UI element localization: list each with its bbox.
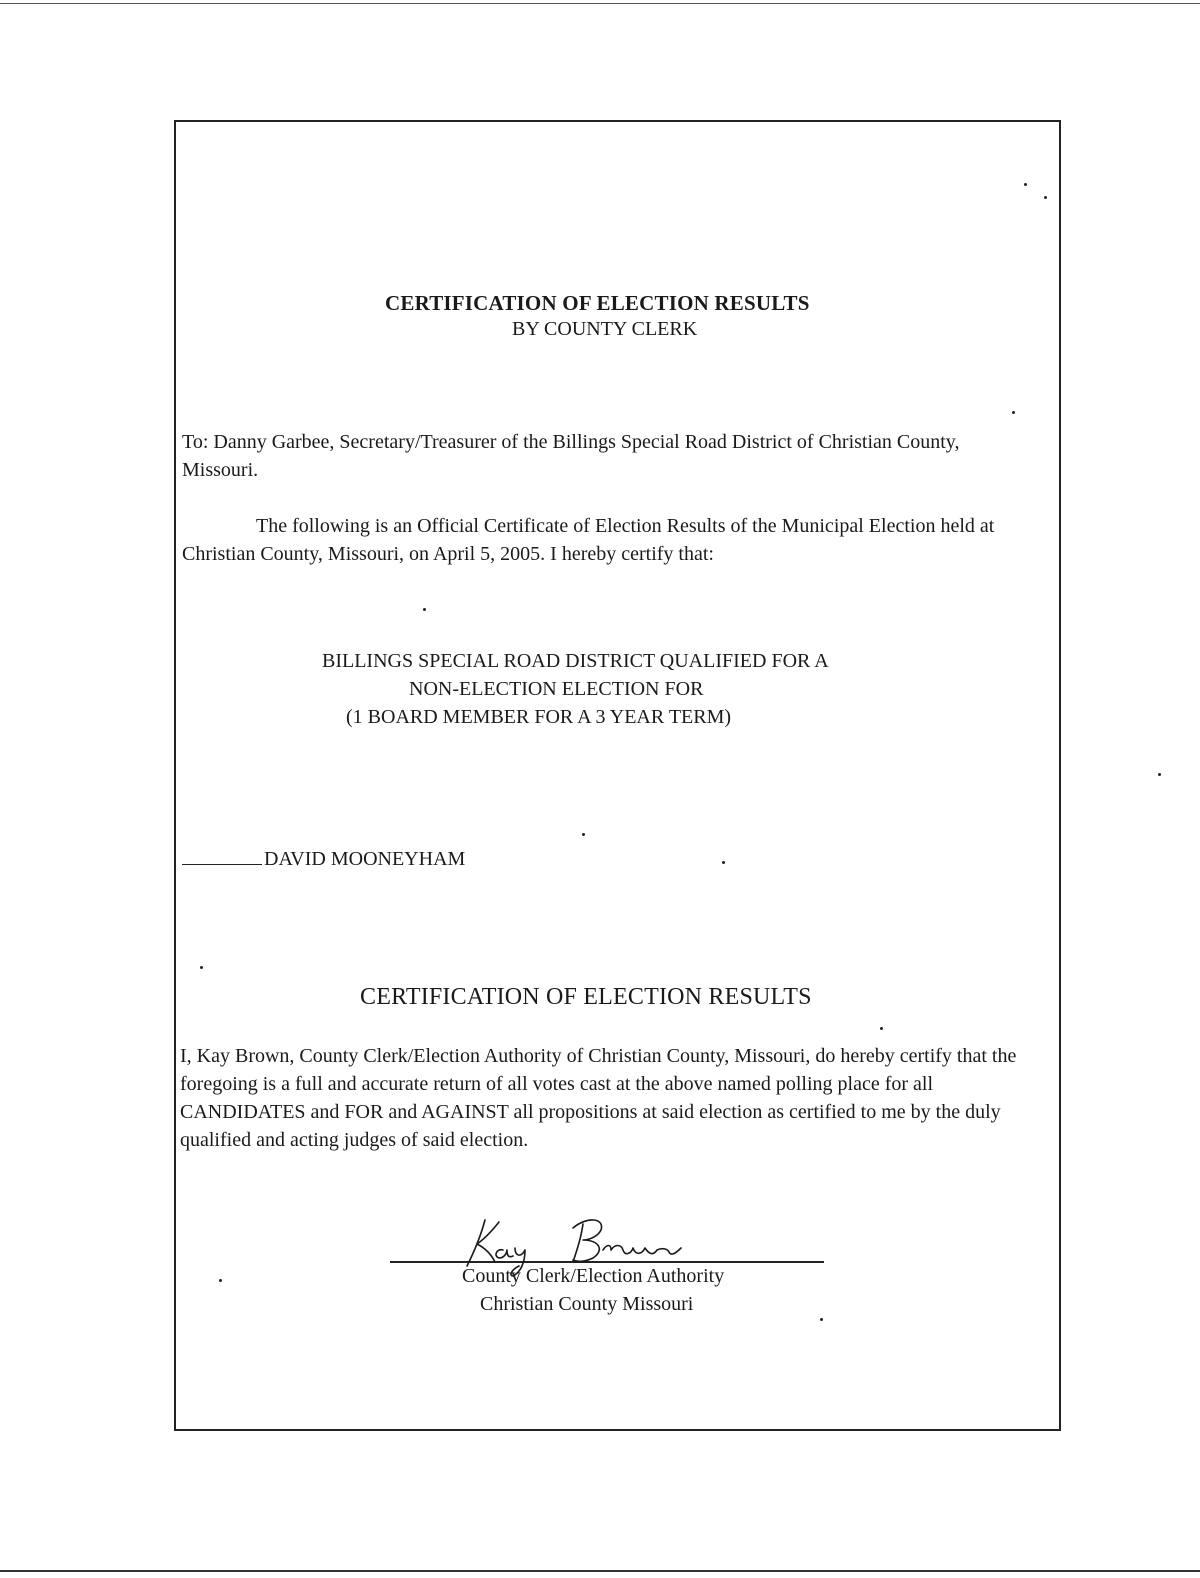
candidate-name: DAVID MOONEYHAM <box>264 848 466 870</box>
scan-speck <box>820 1318 823 1321</box>
certification-statement: I, Kay Brown, County Clerk/Election Authority of Christian County, Missouri, do hereby certify that the foregoing is a full and accurate return of all votes cast at the above named polling place for all CANDIDATES and FOR and AGAINST all propositions at said election as certified to me by the duly qualified and acting judges of said election. <box>180 1045 1017 1151</box>
scan-speck <box>1012 411 1015 414</box>
document-subtitle: BY COUNTY CLERK <box>512 318 698 340</box>
scan-speck <box>1024 183 1027 186</box>
scan-speck <box>200 966 203 969</box>
intro-paragraph-text: The following is an Official Certificate of Election Results of the Municipal Election held at Christian County, Missouri, on April 5, 2005. I hereby certify that: <box>182 515 995 565</box>
document-title: CERTIFICATION OF ELECTION RESULTS <box>385 291 810 315</box>
scan-speck <box>219 1279 222 1282</box>
scan-speck <box>423 608 426 611</box>
signer-title-line-1: County Clerk/Election Authority <box>462 1265 725 1287</box>
scan-edge-bottom <box>0 1570 1200 1572</box>
intro-paragraph <box>182 512 1052 568</box>
district-notice-line-3: (1 BOARD MEMBER FOR A 3 YEAR TERM) <box>346 706 732 728</box>
candidate-entry <box>182 846 465 871</box>
scan-speck <box>582 833 585 836</box>
scan-edge-top <box>0 3 1200 4</box>
addressee-line: To: Danny Garbee, Secretary/Treasurer of the Billings Special Road District of Christian County, Missouri. <box>182 431 960 481</box>
certification-heading: CERTIFICATION OF ELECTION RESULTS <box>360 984 812 1010</box>
signer-title-line-2: Christian County Missouri <box>480 1293 694 1315</box>
scan-speck <box>880 1027 883 1030</box>
district-notice-line-1: BILLINGS SPECIAL ROAD DISTRICT QUALIFIED FOR A <box>322 650 829 672</box>
scan-speck <box>1158 773 1161 776</box>
candidate-mark-blank <box>182 846 262 865</box>
district-notice-line-2: NON-ELECTION ELECTION FOR <box>409 678 704 700</box>
scan-speck <box>1044 196 1047 199</box>
scan-speck <box>722 861 725 864</box>
